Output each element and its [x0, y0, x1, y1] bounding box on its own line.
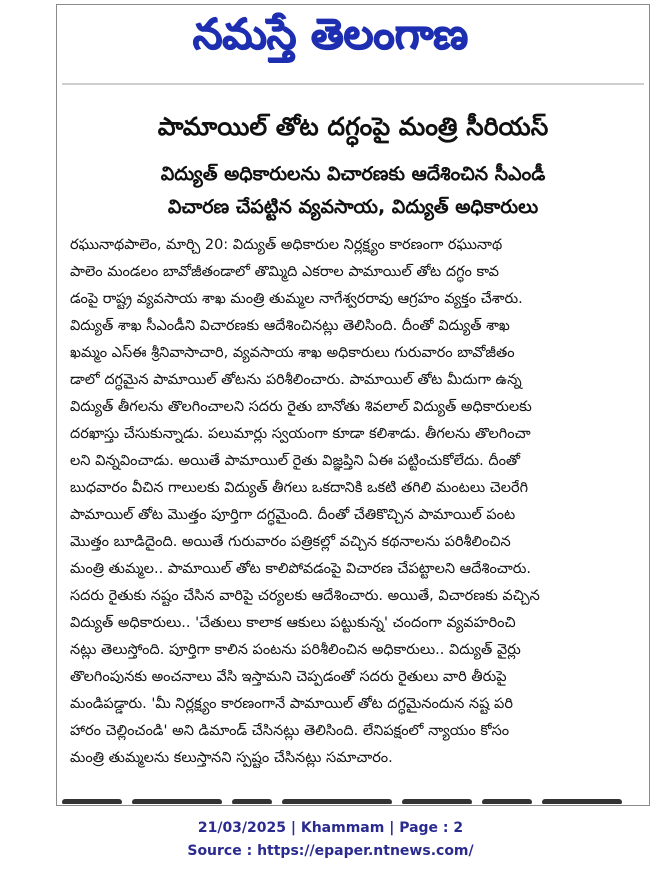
masthead-divider [62, 83, 644, 85]
article-body [70, 232, 636, 772]
article-subheadline-2: విచారణ చేపట్టిన వ్యవసాయ, విద్యుత్ అధికారులు [167, 196, 539, 218]
body-line: మొత్తం బూడిదైంది. అయితే గురువారం పత్రికల్లో వచ్చిన కథనాలను పరిశీలించిన [70, 534, 511, 550]
article-subheadline-1: విద్యుత్ అధికారులను విచారణకు ఆదేశించిన సీఎండీ [160, 163, 546, 185]
body-line: లని విన్నవించాడు. అయితే పామాయిల్ రైతు విజ్ఞప్తిని ఏఈ పట్టించుకోలేదు. దీంతో [70, 453, 521, 469]
clipping-source: Source : https://epaper.ntnews.com/ [187, 843, 474, 859]
cropped-next-line [62, 790, 644, 804]
body-line: సదరు రైతుకు నష్టం చేసిన వారిపై చర్యలకు ఆదేశించారు. అయితే, విచారణకు వచ్చిన [70, 588, 540, 604]
body-line: తొలగింపునకు అంచనాలు వేసి ఇస్తామని చెప్పడంతో సదరు రైతులు వారి తీరుపై [70, 669, 507, 685]
body-line: పామాయిల్ తోట మొత్తం పూర్తిగా దగ్ధమైంది. దీంతో చేతికొచ్చిన పామాయిల్ పంట [70, 507, 516, 523]
body-line: విద్యుత్ శాఖ సీఎండీని విచారణకు ఆదేశించినట్లు తెలిసింది. దీంతో విద్యుత్ శాఖ [70, 318, 510, 334]
body-line: రఘునాథపాలెం, మార్చి 20: విద్యుత్ అధికారుల నిర్లక్ష్యం కారణంగా రఘునాథ [70, 237, 503, 253]
body-line: మంత్రి తుమ్మలను కలుస్తానని స్పష్టం చేసినట్లు సమాచారం. [70, 750, 393, 766]
body-line: మండిపడ్డారు. 'మీ నిర్లక్ష్యం కారణంగానే పామాయిల్ తోట దగ్ధమైనందున నష్ట పరి [70, 696, 513, 712]
body-line: దరఖాస్తు చేసుకున్నాడు. పలుమార్లు స్వయంగా కూడా కలిశాడు. తీగలను తొలగించా [70, 426, 531, 442]
body-line: హారం చెల్లించండి' అని డిమాండ్ చేసినట్లు తెలిసింది. లేనిపక్షంలో న్యాయం కోసం [70, 723, 510, 739]
clipping-date-edition-page: 21/03/2025 | Khammam | Page : 2 [197, 820, 464, 836]
body-line: డాలో దగ్ధమైన పామాయిల్ తోటను పరిశీలించారు. పామాయిల్ తోట మీదుగా ఉన్న [70, 372, 522, 388]
body-line: నట్లు తెలుస్తోంది. పూర్తిగా కాలిన పంటను పరిశీలించిన అధికారులు.. విద్యుత్ వైర్లు [70, 642, 521, 658]
newspaper-masthead-logo: నమస్తే తెలంగాణ [192, 9, 468, 58]
body-line: పాలెం మండలం బావోజీతండాలో తొమ్మిది ఎకరాల పామాయిల్ తోట దగ్ధం కావ [70, 264, 499, 280]
body-line: విద్యుత్ అధికారులు.. 'చేతులు కాలాక ఆకులు పట్టుకున్న' చందంగా వ్యవహరించి [70, 615, 516, 631]
body-line: డంపై రాష్ట్ర వ్యవసాయ శాఖ మంత్రి తుమ్మల నాగేశ్వరరావు ఆగ్రహం వ్యక్తం చేశారు. [70, 291, 523, 307]
article-headline: పామాయిల్ తోట దగ్ధంపై మంత్రి సీరియస్ [157, 112, 549, 141]
body-line: బుధవారం వీచిన గాలులకు విద్యుత్ తీగలు ఒకదానికి ఒకటి తగిలి మంటలు చెలరేగి [70, 480, 529, 496]
body-line: ఖమ్మం ఎస్ఈ శ్రీనివాసాచారి, వ్యవసాయ శాఖ అధికారులు గురువారం బావోజీతం [70, 345, 515, 361]
body-line: మంత్రి తుమ్మల.. పామాయిల్ తోట కాలిపోవడంపై విచారణ చేపట్టాలని ఆదేశించారు. [70, 561, 532, 577]
body-line: విద్యుత్ తీగలను తొలగించాలని సదరు రైతు బానోతు శివలాల్ విద్యుత్ అధికారులకు [70, 399, 532, 415]
